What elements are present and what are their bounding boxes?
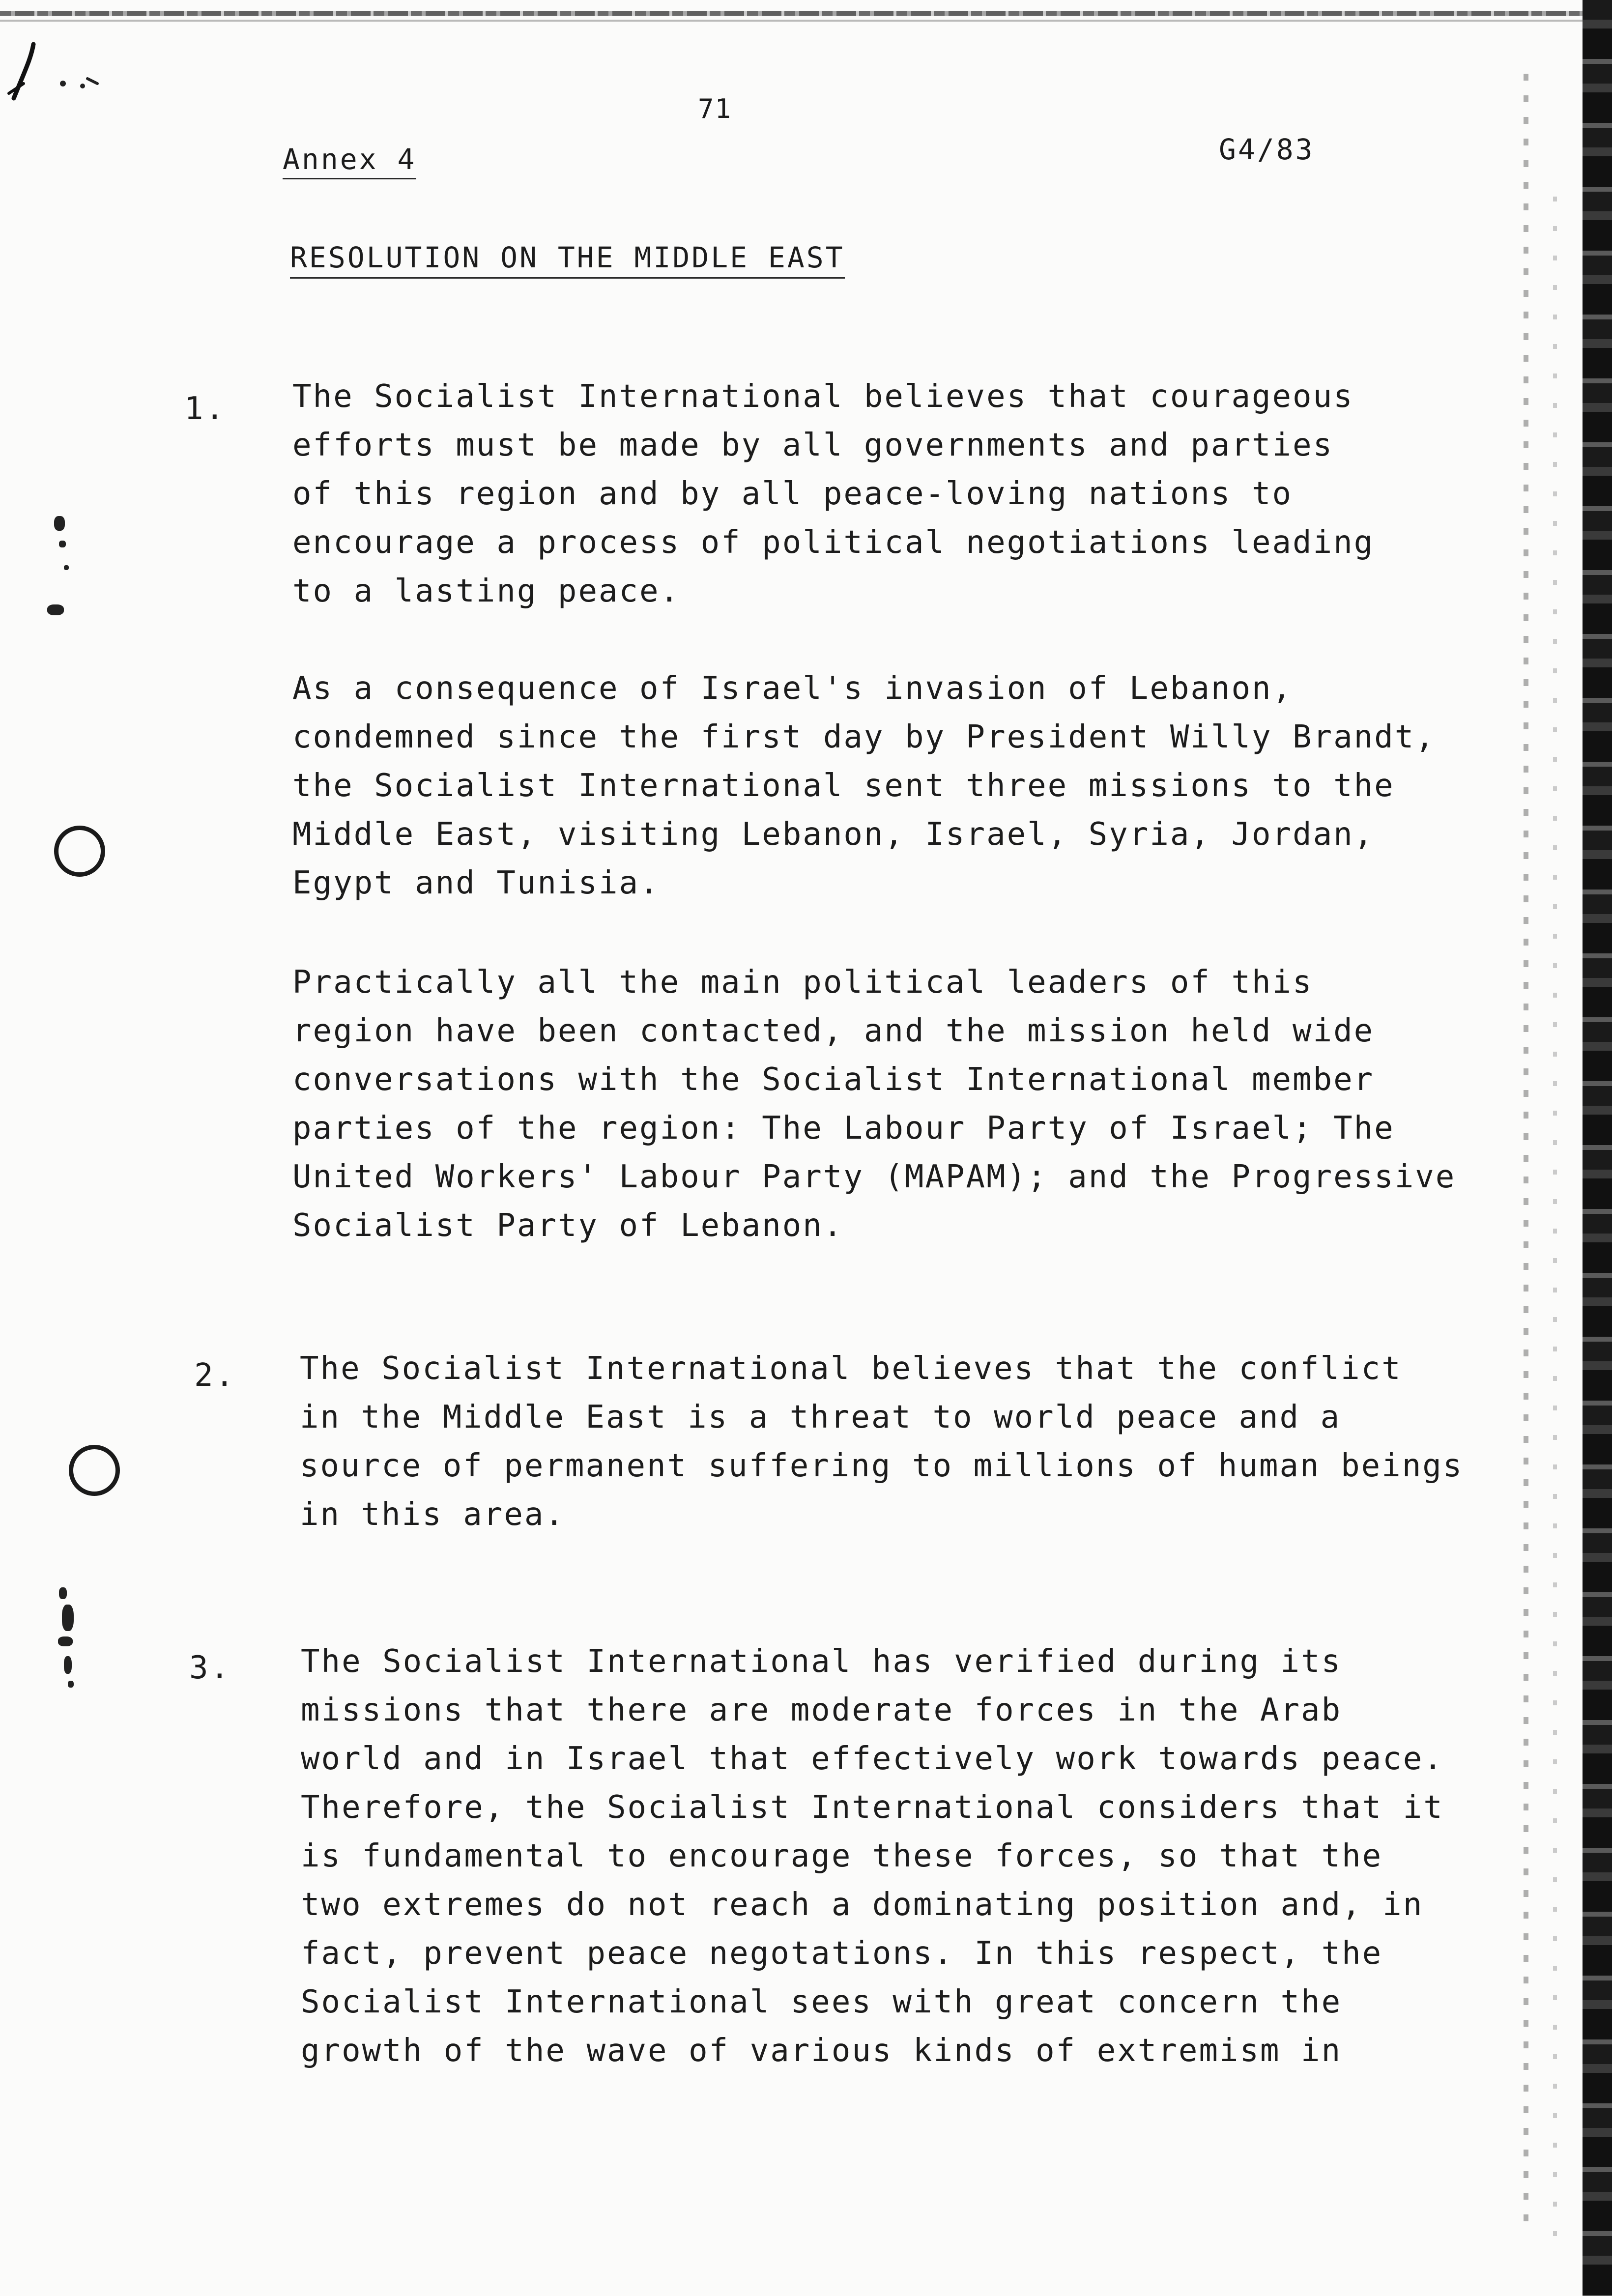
page-number: 71 [698, 93, 732, 124]
paragraph: The Socialist International has verified during its missions that there are moderate forces in the Arab world and in Israel that effectively work towards peace. Therefore, the Socialist International considers that it is fundamental to encourage these forces, so that the two extremes do not reach a dominating position and, in fact, prevent peace negotations. In this respect, the Socialist International sees with great concern the growth of the wave of various kinds of extremism in [301, 1643, 1444, 2069]
punch-hole-icon [54, 826, 105, 877]
paragraph: Practically all the main political leaders of this region have been contacted, and the mission held wide conversations with the Socialist International member parties of the region: The Labour Party of Israel; The United Workers' Labour Party (MAPAM); and the Progressive Socialist Party of Lebanon. [292, 964, 1456, 1244]
paragraph: The Socialist International believes that the conflict in the Middle East is a threat to world peace and a source of permanent suffering to millions of human beings in this area. [300, 1350, 1464, 1533]
scan-right-edge [1583, 0, 1612, 2296]
pen-mark-icon [4, 25, 102, 103]
section-number: 2. [194, 1357, 236, 1394]
scan-perforation [1524, 74, 1528, 2236]
document-code: G4/83 [1219, 133, 1315, 166]
paragraph: The Socialist International believes that courageous efforts must be made by all governments and parties of this region and by all peace-loving nations to encourage a process of political negotiations leading to a lasting peace. [292, 378, 1375, 609]
section-number: 3. [189, 1650, 231, 1686]
section-number: 1. [184, 391, 227, 427]
scan-perforation-secondary [1553, 197, 1557, 2261]
resolution-title: RESOLUTION ON THE MIDDLE EAST [290, 241, 845, 279]
paragraph: As a consequence of Israel's invasion of Lebanon, condemned since the first day by President Willy Brandt, the Socialist International sent three missions to the Middle East, visiting Lebanon, Israel, Syria, Jordan, Egypt and Tunisia. [292, 670, 1436, 901]
annex-label: Annex 4 [283, 143, 416, 179]
scan-top-edge-line [0, 20, 1612, 22]
punch-hole-icon [69, 1445, 120, 1496]
scan-top-edge [0, 11, 1612, 16]
